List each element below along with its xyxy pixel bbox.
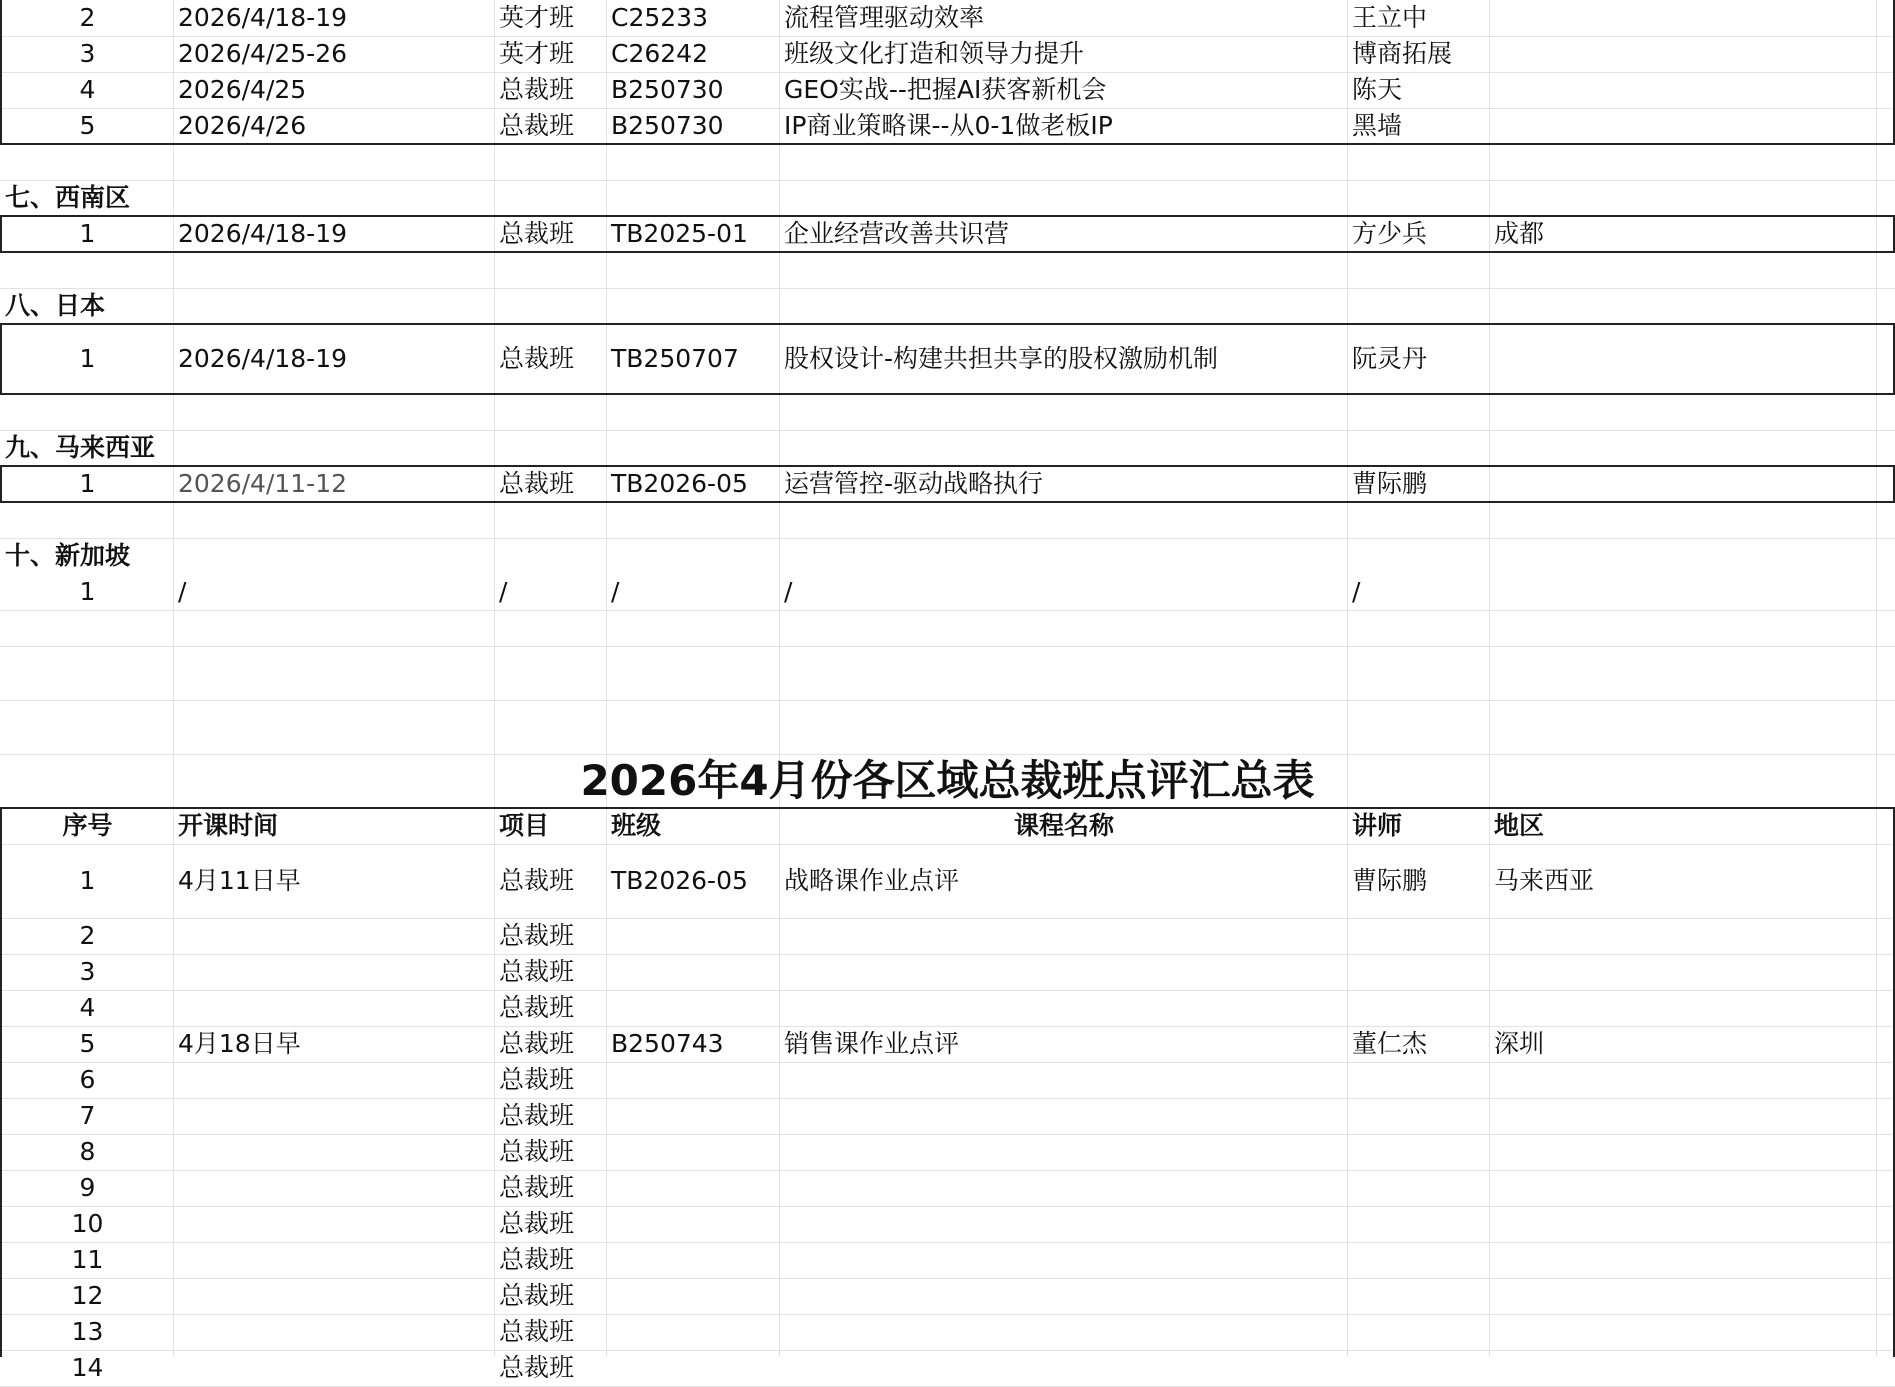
cell-cls: B250743 [611,1029,724,1058]
cell-course [784,1062,1344,1098]
cell-cls [611,918,776,954]
cell-teacher [1352,1350,1486,1386]
cell-project: 总裁班 [499,1353,575,1382]
cell-project: 英才班 [499,3,575,32]
cell-cls: B250730 [611,111,724,140]
grid-line [1876,0,1877,1357]
cell-project: 英才班 [499,39,575,68]
cell-course: / [784,577,793,606]
cell-cls: TB2026-05 [611,866,748,895]
cell-teacher [1352,1098,1486,1134]
cell-date [178,1278,491,1314]
cell-region [1494,324,1873,394]
cell-cls [611,1134,776,1170]
table-border [0,324,2,394]
cell-cls: C26242 [611,39,708,68]
cell-course: 销售课作业点评 [784,1029,960,1058]
cell-date [178,1242,491,1278]
cell-region [1494,1350,1873,1386]
cell-course: 运营管控-驱动战略执行 [784,469,1044,498]
cell-region [1494,108,1873,144]
cell-date: 4月11日早 [178,866,301,895]
grid-line [1347,0,1348,1357]
cell-project: 总裁班 [499,219,575,248]
cell-seq: 12 [71,1281,104,1310]
cell-teacher: 曹际鹏 [1352,469,1428,498]
cell-project: 总裁班 [499,866,575,895]
cell-cls: / [611,577,620,606]
grid-line [0,610,1895,611]
section-heading: 七、西南区 [5,183,131,212]
header-date: 开课时间 [178,811,279,840]
cell-seq: 3 [79,957,96,986]
cell-date: 2026/4/26 [178,111,307,140]
cell-teacher [1352,1170,1486,1206]
cell-course [784,1278,1344,1314]
cell-cls [611,1278,776,1314]
cell-seq: 4 [79,993,96,1022]
cell-course [784,990,1344,1026]
cell-project: 总裁班 [499,1281,575,1310]
cell-teacher [1352,1278,1486,1314]
cell-course: 战略课作业点评 [784,866,960,895]
cell-project: 总裁班 [499,993,575,1022]
cell-date [178,1314,491,1350]
cell-cls: TB250707 [611,344,739,373]
table-border [0,0,2,144]
cell-cls [611,954,776,990]
cell-teacher: 阮灵丹 [1352,344,1428,373]
cell-project: 总裁班 [499,957,575,986]
cell-course: 企业经营改善共识营 [784,219,1010,248]
cell-course [784,1314,1344,1350]
cell-seq: 10 [71,1209,104,1238]
cell-course [784,1134,1344,1170]
section-heading: 九、马来西亚 [5,433,156,462]
header-teacher: 讲师 [1352,811,1403,840]
cell-region [1494,72,1873,108]
cell-region [1494,918,1873,954]
cell-date: 2026/4/25-26 [178,39,348,68]
cell-seq: 5 [79,1029,96,1058]
header-region: 地区 [1494,811,1545,840]
cell-project: 总裁班 [499,921,575,950]
cell-project: 总裁班 [499,1209,575,1238]
cell-region [1494,1242,1873,1278]
cell-teacher: 博商拓展 [1352,39,1453,68]
cell-course: IP商业策略课--从0-1做老板IP [784,111,1113,140]
cell-teacher: 陈天 [1352,75,1403,104]
cell-project: 总裁班 [499,1173,575,1202]
cell-region [1494,574,1873,610]
table-border [0,143,1895,145]
cell-project: 总裁班 [499,111,575,140]
cell-region [1494,0,1873,36]
cell-cls: C25233 [611,3,708,32]
cell-course [784,954,1344,990]
cell-project: 总裁班 [499,1101,575,1130]
cell-date: 2026/4/18-19 [178,344,348,373]
cell-cls: B250730 [611,75,724,104]
cell-seq: 6 [79,1065,96,1094]
cell-cls [611,1314,776,1350]
cell-date [178,1098,491,1134]
header-project: 项目 [499,811,550,840]
cell-project: 总裁班 [499,1245,575,1274]
cell-course: 股权设计-构建共担共享的股权激励机制 [784,344,1219,373]
grid-line [1489,0,1490,1357]
cell-project: 总裁班 [499,1317,575,1346]
cell-teacher [1352,1314,1486,1350]
table-border [0,216,2,252]
cell-region: 深圳 [1494,1029,1545,1058]
cell-project: 总裁班 [499,1065,575,1094]
cell-seq: 1 [79,344,96,373]
cell-seq: 1 [79,866,96,895]
cell-region [1494,36,1873,72]
header-course: 课程名称 [1013,811,1114,840]
cell-seq: 1 [79,577,96,606]
cell-seq: 3 [79,39,96,68]
cell-project: 总裁班 [499,1029,575,1058]
grid-line [0,700,1895,701]
cell-course: 流程管理驱动效率 [784,3,985,32]
cell-region [1494,1206,1873,1242]
cell-region [1494,1062,1873,1098]
cell-teacher [1352,918,1486,954]
table-border [0,393,1895,395]
cell-date [178,1062,491,1098]
cell-seq: 8 [79,1137,96,1166]
cell-date [178,1170,491,1206]
cell-teacher [1352,1134,1486,1170]
cell-seq: 2 [79,3,96,32]
cell-seq: 13 [71,1317,104,1346]
grid-line [0,646,1895,647]
cell-seq: 5 [79,111,96,140]
cell-teacher: / [1352,577,1361,606]
cell-region [1494,990,1873,1026]
cell-teacher: 方少兵 [1352,219,1428,248]
cell-date: 2026/4/25 [178,75,307,104]
cell-teacher [1352,1206,1486,1242]
header-cls: 班级 [611,811,662,840]
cell-seq: 4 [79,75,96,104]
cell-cls [611,990,776,1026]
cell-course [784,1170,1344,1206]
cell-project: 总裁班 [499,75,575,104]
cell-teacher [1352,954,1486,990]
cell-region: 马来西亚 [1494,866,1595,895]
cell-region: 成都 [1494,219,1545,248]
cell-course [784,1098,1344,1134]
section-heading: 十、新加坡 [5,541,131,570]
header-seq: 序号 [62,811,113,840]
cell-date: 2026/4/18-19 [178,3,348,32]
table-border [0,466,2,502]
cell-cls [611,1170,776,1206]
cell-teacher [1352,1242,1486,1278]
cell-date: 2026/4/18-19 [178,219,348,248]
cell-cls: TB2025-01 [611,219,748,248]
cell-course [784,1206,1344,1242]
cell-teacher: 王立中 [1352,3,1428,32]
cell-date [178,954,491,990]
cell-region [1494,1278,1873,1314]
cell-date [178,1206,491,1242]
section-heading: 八、日本 [5,291,106,320]
grid-line [779,0,780,1357]
cell-teacher [1352,1062,1486,1098]
cell-seq: 1 [79,219,96,248]
cell-date [178,1350,491,1386]
cell-date: 4月18日早 [178,1029,301,1058]
cell-project: / [499,577,508,606]
grid-line [606,0,607,1357]
cell-seq: 14 [71,1353,104,1382]
cell-course: GEO实战--把握AI获客新机会 [784,75,1107,104]
cell-cls [611,1098,776,1134]
cell-region [1494,1098,1873,1134]
cell-course [784,1242,1344,1278]
cell-seq: 9 [79,1173,96,1202]
cell-seq: 2 [79,921,96,950]
cell-region [1494,954,1873,990]
cell-teacher: 董仁杰 [1352,1029,1428,1058]
cell-course: 班级文化打造和领导力提升 [784,39,1085,68]
cell-region [1494,1134,1873,1170]
cell-seq: 1 [79,469,96,498]
cell-date [178,918,491,954]
cell-teacher: 曹际鹏 [1352,866,1428,895]
cell-date [178,1134,491,1170]
table-border [0,808,2,1357]
cell-region [1494,466,1873,502]
cell-cls [611,1242,776,1278]
cell-project: 总裁班 [499,1137,575,1166]
cell-date: 2026/4/11-12 [178,469,348,498]
cell-project: 总裁班 [499,344,575,373]
cell-cls [611,1350,776,1386]
cell-seq: 11 [71,1245,104,1274]
cell-cls: TB2026-05 [611,469,748,498]
cell-date [178,990,491,1026]
cell-course [784,1350,1344,1386]
cell-course [784,918,1344,954]
cell-region [1494,1314,1873,1350]
table-border [0,251,1895,253]
summary-title: 2026年4月份各区域总裁班点评汇总表 [580,756,1315,805]
cell-region [1494,1170,1873,1206]
cell-seq: 7 [79,1101,96,1130]
cell-cls [611,1062,776,1098]
cell-date: / [178,577,187,606]
cell-teacher: 黑墙 [1352,111,1403,140]
cell-cls [611,1206,776,1242]
grid-line [0,754,1895,755]
table-border [0,501,1895,503]
cell-teacher [1352,990,1486,1026]
cell-project: 总裁班 [499,469,575,498]
